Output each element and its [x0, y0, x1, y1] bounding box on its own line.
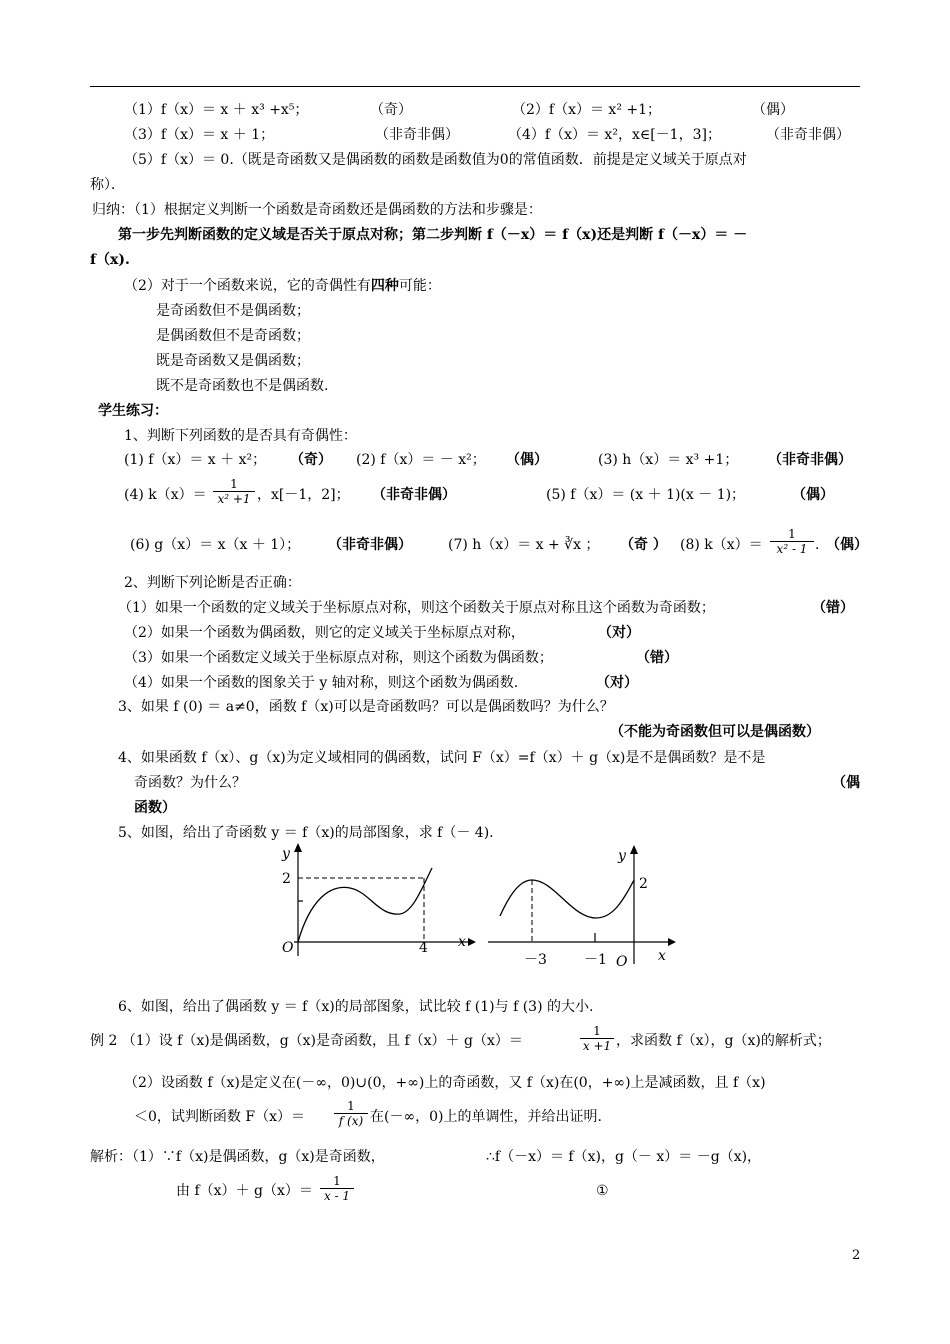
example-2-part-2: （2）设函数 f（x)是定义在(－∞，0)∪(0，+∞)上的奇函数，又 f（x)在(0，+∞)上是减函数，且 f（x) — [124, 1075, 766, 1091]
ex2-q3-answer: （错） — [636, 650, 678, 666]
item-5: （5）f（x）＝ 0.（既是奇函数又是偶函数的函数是函数值为0的常值函数．前提是定义域关于原点对 — [124, 152, 747, 168]
exercise-5: 5、如图，给出了奇函数 y ＝ f（x)的局部图象，求 f（－ 4). — [118, 825, 494, 841]
graph2-x-tick-1: －3 — [524, 952, 547, 968]
graph2-y-label: y — [618, 848, 626, 864]
ex1-q4: (4) k（x）＝ — [124, 487, 207, 503]
ex2-q2-answer: （对） — [598, 625, 640, 641]
case-4: 既不是奇函数也不是偶函数. — [156, 378, 329, 394]
ex1-q7: (7) h（x）＝ x + ∛x ； — [448, 537, 600, 553]
item-1-answer: （奇） — [370, 102, 412, 118]
example-2-part-1: 例 2 （1）设 f（x)是偶函数，g（x)是奇函数，且 f（x）＋ g（x）＝ — [90, 1033, 523, 1049]
example-2-part-2-end: 在(－∞，0)上的单调性，并给出证明. — [370, 1109, 602, 1125]
ex1-q5: (5) f（x）＝ (x ＋ 1)(x － 1)； — [546, 487, 746, 503]
summary-point-2: （2）对于一个函数来说，它的奇偶性有四种可能： — [124, 278, 441, 294]
example-2-part-2-cont: ＜0，试判断函数 F（x）＝ — [134, 1109, 305, 1125]
ex1-q4-domain: ，x[－1，2]； — [257, 487, 350, 503]
summary-steps: 第一步先判断函数的定义域是否关于原点对称；第二步判断 f（－x）＝ f（x)还是判断 f（－x）＝ － — [118, 227, 748, 243]
solution-fraction: $\frac{1}{x - 1}$ — [320, 1174, 354, 1203]
ex1-q3: (3) h（x）＝ x³ +1； — [598, 452, 739, 468]
item-4: （4）f（x）＝ x²，x∈[－1，3]； — [508, 127, 721, 143]
ex2-q3: （3）如果一个函数定义域关于坐标原点对称，则这个函数为偶函数； — [124, 650, 553, 666]
ex1-q7-answer: （奇 ） — [620, 537, 667, 553]
header-rule — [90, 86, 860, 87]
graph2-y-tick: 2 — [639, 876, 648, 892]
summary-heading: 归纳：（1）根据定义判断一个函数是奇函数还是偶函数的方法和步骤是： — [92, 202, 542, 218]
graph1-y-label: y — [282, 846, 290, 862]
practice-heading: 学生练习： — [98, 403, 168, 419]
item-2: （2）f（x）＝ x² +1； — [512, 102, 662, 118]
ex1-q3-answer: （非奇非偶） — [768, 452, 852, 468]
item-1: （1）f（x）＝ x ＋ x³ +x⁵； — [124, 102, 309, 118]
exercise-4-answer-cont: 函数） — [134, 800, 176, 816]
ex1-q4-fraction: $\frac{1}{\text{x² +1}}$ — [213, 477, 255, 506]
ex2-q2: （2）如果一个函数为偶函数，则它的定义域关于坐标原点对称， — [124, 625, 525, 641]
exercise-4-answer: （偶 — [832, 775, 860, 791]
item-4-answer: （非奇非偶） — [766, 127, 850, 143]
ex2-q4-answer: （对） — [596, 675, 638, 691]
ex1-q4-answer: （非奇非偶） — [372, 487, 456, 503]
ex2-q1: （1）如果一个函数的定义域关于坐标原点对称，则这个函数关于原点对称且这个函数为奇函数； — [118, 600, 715, 616]
exercise-3: 3、如果 f (0) ＝ a≠0，函数 f（x)可以是奇函数吗？可以是偶函数吗？为什么？ — [118, 699, 614, 715]
ex1-q8-answer: （偶） — [826, 537, 868, 553]
ex1-q1-answer: （奇） — [290, 452, 332, 468]
solution-line-2: 由 f（x）＋ g（x）＝ — [176, 1183, 313, 1199]
exercise-4: 4、如果函数 f（x）、g（x)为定义域相同的偶函数，试问 F（x）=f（x）＋ g（x)是不是偶函数？是不是 — [118, 750, 766, 766]
graph2-origin: O — [616, 954, 628, 970]
ex2-q4: （4）如果一个函数的图象关于 y 轴对称，则这个函数为偶函数. — [124, 675, 519, 691]
item-3-answer: （非奇非偶） — [375, 127, 459, 143]
ex1-q6-answer: （非奇非偶） — [328, 537, 412, 553]
summary-steps-cont: f（x). — [90, 252, 130, 268]
item-3: （3）f（x）＝ x ＋ 1； — [124, 127, 275, 143]
item-2-answer: （偶） — [752, 102, 794, 118]
item-5-cont: 称）． — [90, 177, 125, 193]
graph1-origin: O — [282, 940, 294, 956]
graph1-x-tick: 4 — [419, 940, 428, 956]
ex1-q6: (6) g（x）＝ x（x ＋ 1）； — [130, 537, 301, 553]
even-function-graph — [484, 838, 684, 974]
page-number: 2 — [852, 1248, 861, 1263]
ex1-q2-answer: （偶） — [506, 452, 548, 468]
graph2-x-tick-2: －1 — [584, 952, 607, 968]
exercise-6: 6、如图，给出了偶函数 y ＝ f（x)的局部图象，试比较 f (1)与 f (3) 的大小. — [118, 999, 594, 1015]
ex1-q8-fraction: $\frac{1}{\text{x² - 1}}$ — [770, 527, 814, 556]
ex1-q8: (8) k（x）＝ — [680, 537, 763, 553]
equation-marker: ① — [596, 1183, 609, 1199]
ex1-q2: (2) f（x）＝ － x²； — [356, 452, 486, 468]
case-1: 是奇函数但不是偶函数； — [156, 303, 310, 319]
case-2: 是偶函数但不是奇函数； — [156, 328, 310, 344]
exercise-1-title: 1、判断下列函数的是否具有奇偶性： — [124, 428, 357, 444]
example-2-fraction-2: $\frac{1}{f (x)}$ — [334, 1099, 368, 1128]
solution-line-1: 解析：（1）∵f（x)是偶函数，g（x)是奇函数， — [90, 1149, 385, 1165]
graph1-y-tick: 2 — [282, 871, 291, 887]
solution-line-1-cont: ∴f（－x）＝ f（x)，g（－ x）＝ －g（x)， — [486, 1149, 762, 1165]
ex1-q5-answer: （偶） — [792, 487, 834, 503]
exercise-2-title: 2、判断下列论断是否正确： — [124, 575, 301, 591]
exercise-4-cont: 奇函数？为什么？ — [134, 775, 246, 791]
case-3: 既是奇函数又是偶函数； — [156, 353, 310, 369]
exercise-3-answer: （不能为奇函数但可以是偶函数） — [610, 724, 820, 740]
odd-function-graph — [270, 838, 480, 960]
graph1-x-label: x — [458, 934, 466, 950]
graph2-x-label: x — [658, 948, 666, 964]
ex1-q1: (1) f（x）＝ x ＋ x²； — [124, 452, 267, 468]
ex1-q8-period: . — [815, 537, 820, 553]
example-2-part-1-cont: ，求函数 f（x），g（x)的解析式； — [616, 1033, 831, 1049]
example-2-fraction-1: $\frac{1}{x +1}$ — [580, 1024, 614, 1053]
ex2-q1-answer: （错） — [812, 600, 854, 616]
